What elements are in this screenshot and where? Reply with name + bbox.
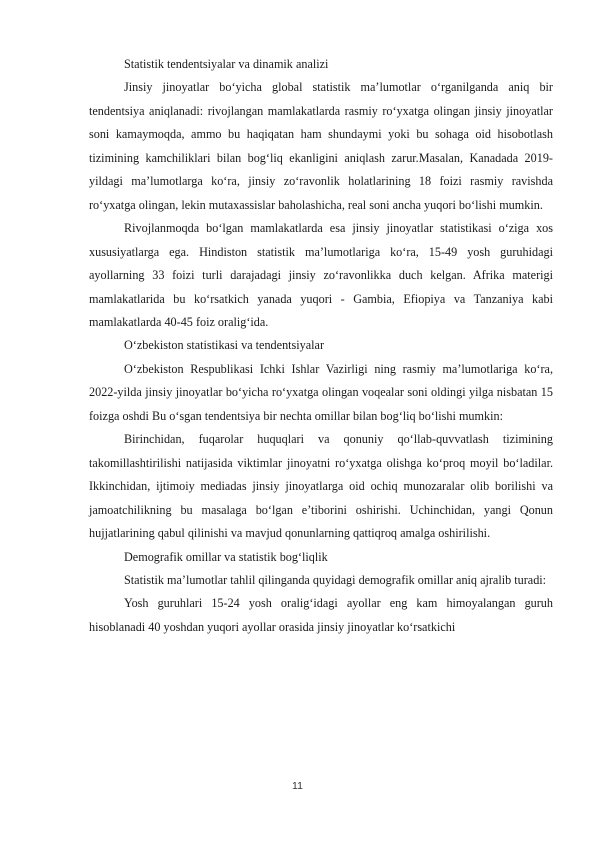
document-page <box>89 53 553 639</box>
section-heading-statistics: Statistik tendentsiyalar va dinamik analizi <box>124 57 329 71</box>
paragraph-global-statistics: Jinsiy jinoyatlar bo‘yicha global statistik ma’lumotlar o‘rganilganda aniq bir tendentsiya aniqlanadi: rivojlangan mamlakatlarda rasmiy ro‘yxatga olingan jinsiy jinoyatlar soni kamaymoqda, ammo bu haqiqatan ham shundaymi yoki bu sohaga oid hisobotlash tizimining kamchiliklari bilan bog‘liq ekanligini aniqlash zarur.Masalan, Kanadada 2019-yildagi ma’lumotlarga ko‘ra, jinsiy zo‘ravonlik holatlarining 18 foizi rasmiy ravishda ro‘yxatga olingan, lekin mutaxassislar baholashicha, real soni ancha yuqori bo‘lishi mumkin. <box>89 80 553 212</box>
paragraph-developing-countries: Rivojlanmoqda bo‘lgan mamlakatlarda esa jinsiy jinoyatlar statistikasi o‘ziga xos xususiyatlarga ega. Hindiston statistik ma’lumotlariga ko‘ra, 15-49 yosh guruhidagi ayollarning 33 foizi turli darajadagi jinsiy zo‘ravonlikka duch kelgan. Afrika materigi mamlakatlarida bu ko‘rsatkich yanada yuqori - Gambia, Efiopiya va Tanzaniya kabi mamlakatlarda 40-45 foiz oralig‘ida. <box>89 221 553 329</box>
paragraph-factors: Birinchidan, fuqarolar huquqlari va qonuniy qo‘llab-quvvatlash tizimining takomillashtirilishi natijasida viktimlar jinoyatni ro‘yxatga olishga ko‘proq moyil bo‘ladilar. Ikkinchidan, ijtimoiy mediadas jinsiy jinoyatlarga oid ochiq munozaralar olib borilishi va jamoatchilikning bu masalaga bo‘lgan e’tiborini oshirishi. Uchinchidan, yangi Qonun hujjatlarining qabul qilinishi va mavjud qonunlarning qattiqroq amalga oshirilishi. <box>89 432 553 541</box>
paragraph-uzbekistan-data: O‘zbekiston Respublikasi Ichki Ishlar Vazirligi ning rasmiy ma’lumotlariga ko‘ra, 2022-yilda jinsiy jinoyatlar bo‘yicha ro‘yxatga olingan voqealar soni oldingi yilga nisbatan 15 foizga oshdi Bu o‘sgan tendentsiya bir nechta omillar bilan bog‘liq bo‘lishi mumkin: <box>89 361 553 423</box>
page-number: 11 <box>292 780 303 792</box>
section-heading-uzbekistan: O‘zbekiston statistikasi va tendentsiyalar <box>124 338 325 353</box>
section-heading-demographics: Demografik omillar va statistik bog‘liqlik <box>124 549 328 564</box>
paragraph-age-groups: Yosh guruhlari 15-24 yosh oralig‘idagi ayollar eng kam himoyalangan guruh hisoblanadi 40 yoshdan yuqori ayollar orasida jinsiy jinoyatlar ko‘rsatkichi <box>89 596 553 634</box>
paragraph-demographic-intro: Statistik ma’lumotlar tahlil qilinganda quyidagi demografik omillar aniq ajralib turadi: <box>124 572 547 587</box>
